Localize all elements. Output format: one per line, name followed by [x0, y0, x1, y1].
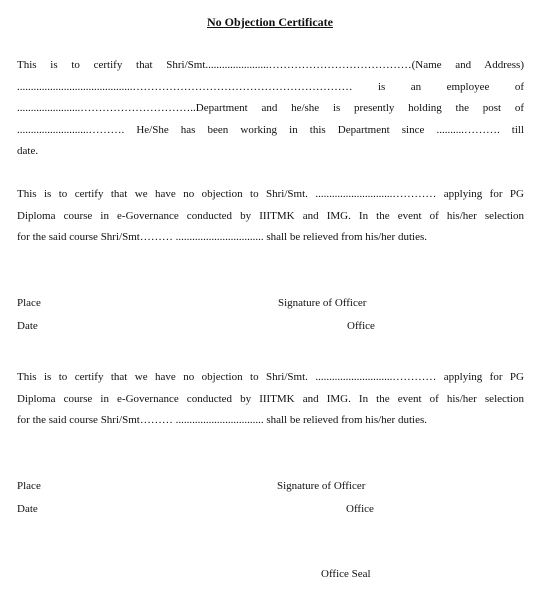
place-label-2: Place: [17, 480, 41, 492]
paragraph-line: for the said course Shri/Smt……… ................................ shall be relieved from his/her duties.: [17, 414, 427, 426]
paragraph-line: This is to certify that Shri/Smt.......................…………………………………(Name and Address): [17, 59, 524, 71]
paragraph-line: ..........................………. He/She has been working in this Department since ..........………. till: [17, 123, 524, 136]
signature-label-2: Signature of Officer: [277, 480, 366, 492]
paragraph-line: .......................…………………………..Department and he/she is presently holding the post of: [17, 102, 524, 114]
date-label-2: Date: [17, 503, 38, 515]
office-label-1: Office: [347, 320, 375, 332]
paragraph-line: This is to certify that we have no objection to Shri/Smt. ............................………… applying for PG: [17, 188, 524, 200]
paragraph-line: Diploma course in e-Governance conducted by IIITMK and IMG. In the event of his/her selection: [17, 209, 524, 222]
paragraph-line: This is to certify that we have no objection to Shri/Smt. ............................………… applying for PG: [17, 371, 524, 383]
paragraph-line: Diploma course in e-Governance conducted by IIITMK and IMG. In the event of his/her selection: [17, 392, 524, 405]
paragraph-line: ..........................................…………………………………………………… is an employee of: [17, 80, 524, 93]
office-label-2: Office: [346, 503, 374, 515]
document-title: No Objection Certificate: [207, 15, 333, 29]
signature-label-1: Signature of Officer: [278, 297, 367, 309]
date-label-1: Date: [17, 320, 38, 332]
office-seal-label: Office Seal: [321, 568, 371, 580]
paragraph-line: date.: [17, 145, 39, 157]
paragraph-line: for the said course Shri/Smt……… ................................ shall be relieved from his/her duties.: [17, 231, 427, 243]
no-objection-paragraph-1: [17, 184, 524, 249]
no-objection-paragraph-2: [17, 367, 524, 432]
certificate-paragraph: [17, 55, 524, 163]
place-label-1: Place: [17, 297, 41, 309]
